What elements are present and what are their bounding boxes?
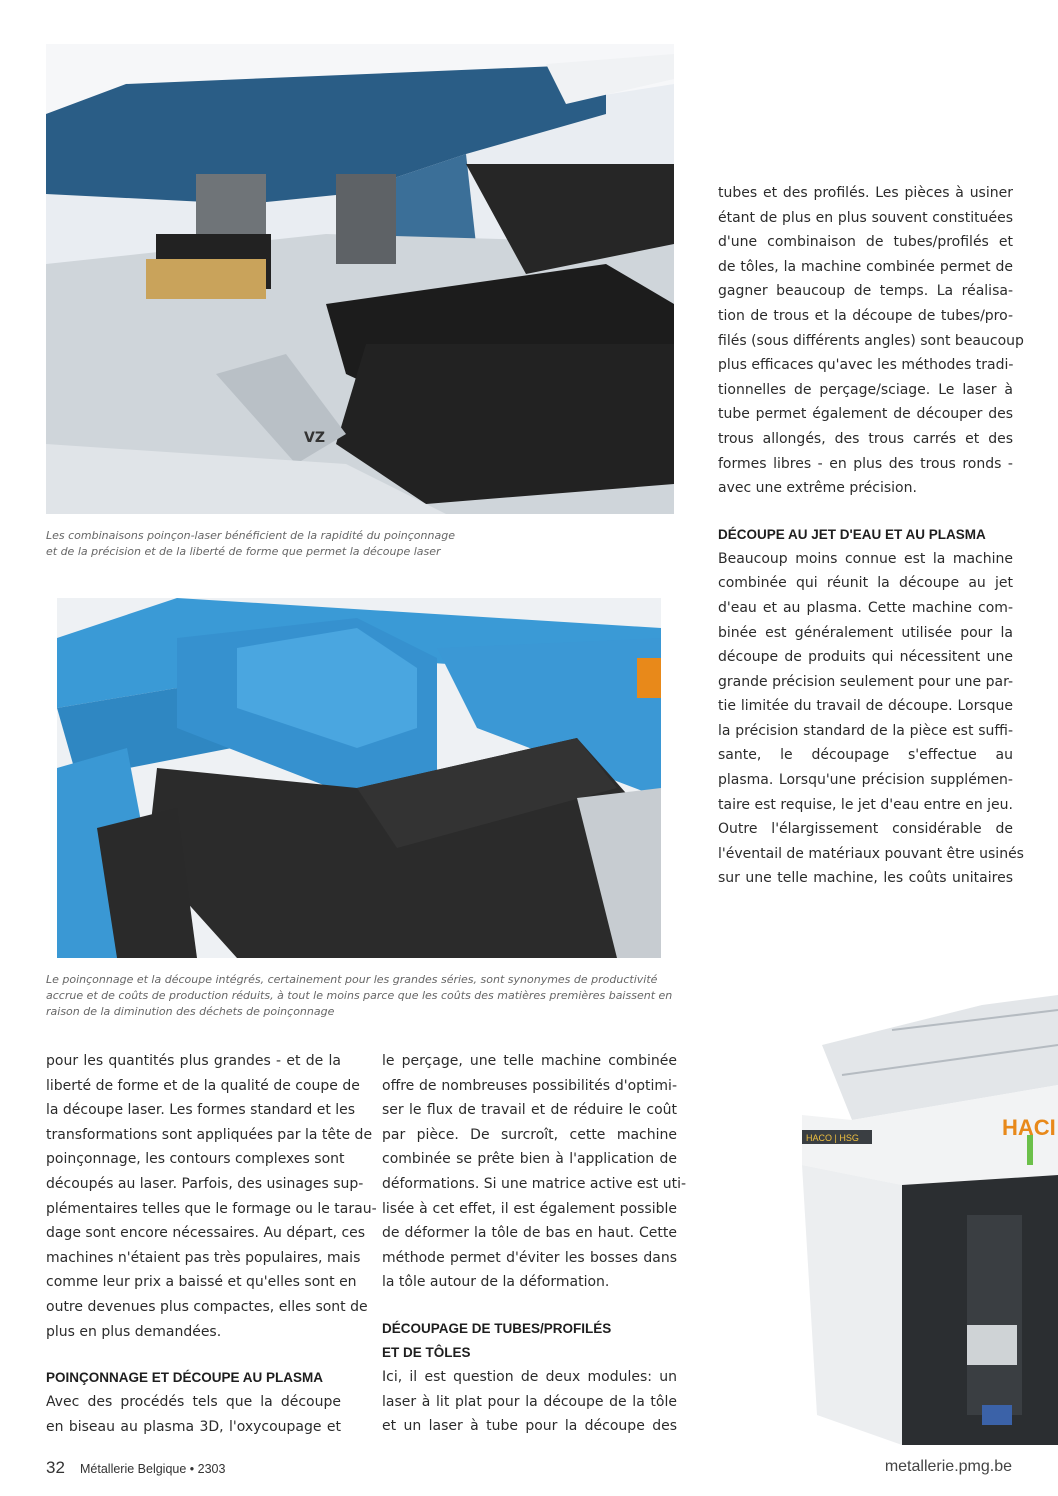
text-line: et un laser à tube pour la découpe des [382,1418,677,1435]
bottom-left-column [46,1049,377,1439]
text-line: la précision standard de la pièce est suffi- [718,722,1013,739]
text-line: binée est généralement utilisée pour la [718,624,1013,641]
text-line: de tôles, la machine combinée permet de [718,258,1013,275]
text-line: machines n'étaient pas très populaires, mais [46,1249,361,1266]
text-line: découpés au laser. Parfois, des usinages sup- [46,1175,364,1192]
text-line: d'eau et au plasma. Cette machine com- [718,599,1013,616]
text-line: plémentaires telles que le formage ou le tarau- [46,1200,377,1217]
text-line: tie limitée du travail de découpe. Lorsque [718,698,1013,715]
section-heading-tubes-profiles-line2: ET DE TÔLES [382,1344,471,1360]
text-line: combinée se prête bien à l'application de [382,1151,677,1168]
text-line: outre devenues plus compactes, elles sont de [46,1298,368,1315]
caption-line: Le poinçonnage et la découpe intégrés, certainement pour les grandes séries, sont synonymes de productivité [46,973,658,986]
text-line: d'une combinaison de tubes/profilés et [718,234,1013,251]
text-line: liberté de forme et de la qualité de coupe de [46,1077,360,1094]
text-line: grande précision seulement pour une par- [718,673,1013,690]
text-line: l'éventail de matériaux pouvant être usinés [718,845,1024,862]
text-line: plus efficaces qu'avec les méthodes tradi- [718,357,1014,374]
text-line: sante, le découpage s'effectue au [718,747,1013,764]
section-heading-tubes-profiles-line1: DÉCOUPAGE DE TUBES/PROFILÉS [382,1320,612,1336]
text-line: dage sont encore nécessaires. Au départ, ces [46,1225,366,1242]
brand-logo-text: HACI [1002,1115,1056,1140]
text-line: Ici, il est question de deux modules: un [382,1368,677,1385]
text-line: plus en plus demandées. [46,1323,222,1340]
text-line: gagner beaucoup de temps. La réalisa- [718,283,1013,300]
bottom-middle-column [382,1049,687,1439]
text-line: découpe de produits qui nécessitent une [718,649,1013,666]
text-line: poinçonnage, les contours complexes sont [46,1151,345,1168]
caption-line: et de la précision et de la liberté de forme que permet la découpe laser [46,545,441,558]
text-line: taire est requise, le jet d'eau entre en jeu. [718,796,1013,813]
text-line: méthode permet d'éviter les bosses dans [382,1249,677,1266]
photo-punch-laser-machine [46,44,674,514]
text-line: laser à lit plat pour la découpe de la tôle [382,1393,677,1410]
text-line: de déformer la tôle de bas en haut. Cette [382,1225,677,1242]
photo-tube-laser-machine [782,975,1058,1450]
section-heading-punching-plasma: POINÇONNAGE ET DÉCOUPE AU PLASMA [46,1370,324,1386]
caption-line: accrue et de coûts de production réduits, à tout le moins parce que les coûts des matières premières baissent en [46,989,673,1002]
text-line: le perçage, une telle machine combinée [382,1053,677,1069]
section-heading-waterjet-plasma: DÉCOUPE AU JET D'EAU ET AU PLASMA [718,526,986,542]
text-line: tionnelles de perçage/sciage. Le laser à [718,381,1013,398]
text-line: déformations. Si une matrice active est uti- [382,1175,687,1192]
text-line: la découpe laser. Les formes standard et les [46,1102,356,1119]
panel-mark-text: VZ [304,430,325,446]
text-line: tube permet également de découper des [718,406,1013,423]
text-line: pour les quantités plus grandes - et de la [46,1053,341,1069]
text-line: sur une telle machine, les coûts unitaires [718,870,1013,887]
text-line: la tôle autour de la déformation. [382,1274,610,1291]
website-url[interactable]: metallerie.pmg.be [884,1458,1012,1475]
text-line: tubes et des profilés. Les pièces à usiner [718,185,1013,201]
text-line: transformations sont appliquées par la tête de [46,1126,373,1143]
caption-line: Les combinaisons poinçon-laser bénéficient de la rapidité du poinçonnage [46,529,455,542]
text-line: formes libres - en plus des trous ronds - [718,455,1013,472]
right-column [718,181,1024,891]
brand-badge-text: HACO | HSG [806,1133,859,1143]
text-line: ser le flux de travail et de réduire le coût [382,1102,677,1119]
photo-combined-machine-blue [57,598,661,958]
caption-line: raison de la diminution des déchets de poinçonnage [46,1005,335,1018]
publication-name: Métallerie Belgique • 2303 [80,1462,226,1476]
text-line: tion de trous et la découpe de tubes/pro- [718,307,1013,324]
text-line: offre de nombreuses possibilités d'optimi- [382,1077,677,1094]
caption-photo2 [46,972,686,1020]
text-line: comme leur prix a baissé et qu'elles sont en [46,1274,357,1291]
text-line: trous allongés, des trous carrés et des [718,430,1013,447]
page-number: 32 [46,1458,65,1477]
text-line: Outre l'élargissement considérable de [718,821,1013,838]
text-line: lisée à cet effet, il est également possible [382,1200,677,1217]
text-line: Beaucoup moins connue est la machine [718,550,1013,567]
text-line: plasma. Lorsqu'une précision supplémen- [718,772,1013,789]
text-line: par pièce. De surcroît, cette machine [382,1126,677,1143]
text-line: Avec des procédés tels que la découpe [46,1394,341,1411]
text-line: combinée qui réunit la découpe au jet [718,575,1013,592]
text-line: filés (sous différents angles) sont beaucoup [718,332,1024,349]
text-line: en biseau au plasma 3D, l'oxycoupage et [46,1418,341,1435]
text-line: étant de plus en plus souvent constituées [718,209,1013,226]
caption-photo1 [46,528,646,560]
text-line: avec une extrême précision. [718,480,917,497]
